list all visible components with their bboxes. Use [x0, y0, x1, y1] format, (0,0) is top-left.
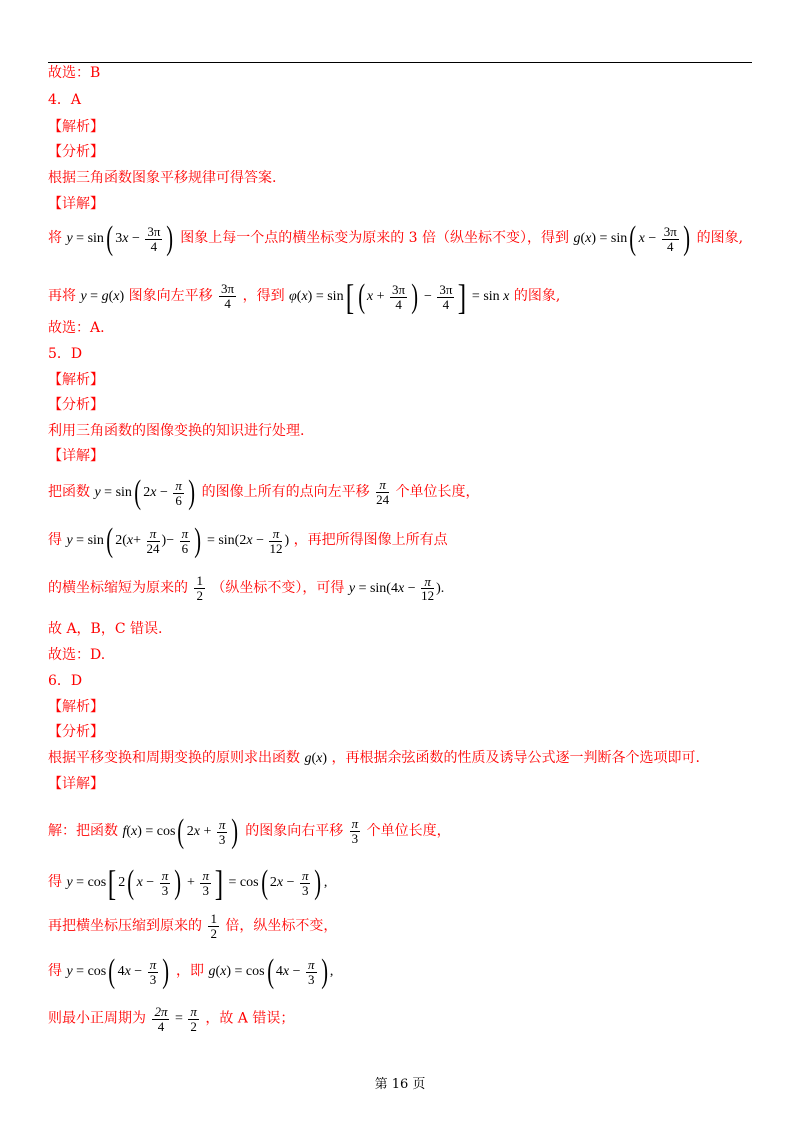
analysis-text: 根据平移变换和周期变换的原则求出函数 g(x) ，再根据余弦函数的性质及诱导公式逐一判断各个选项即可.	[48, 750, 700, 766]
formula-y-sin: y = sin( 3x − $\frac{3\pi}{4}$ )	[66, 220, 174, 257]
detail-line-9: 得 y = cos( 4x − $\frac{\pi}{3}$ ) ，即 g(x) = cos( 4x − $\frac{\pi}{3}$ ) ,	[48, 953, 334, 990]
answer-line-5: 故选：D.	[48, 647, 106, 663]
detail-line-6: 解：把函数 f(x) = cos( 2x + $\frac{\pi}{3}$ ) 的图象向右平移 $\frac{\pi}{3}$ 个单位长度，	[48, 813, 451, 850]
formula-phi: φ(x) = sin[ ( x + $\frac{3\pi}{4}$ ) − $\frac{3\pi}{4}$ ] = sin x	[289, 277, 510, 317]
detail-line-2: 再将 y = g(x) 图象向左平移 $\frac{3\pi}{4}$ ，得到 φ(x) = sin[ ( x + $\frac{3\pi}{4}$ ) − $\frac{3\pi}{4}$ ] = sin x 的图象,	[48, 277, 561, 317]
section-jiexi: 【解析】	[48, 699, 104, 715]
page-number: 第 16 页	[374, 1077, 426, 1092]
detail-line-1: 将 y = sin( 3x − $\frac{3\pi}{4}$ ) 图象上每一个点的横坐标变为原来的 3 倍（纵坐标不变），得到 g(x) = sin( x − $\frac{3\pi}{4}$ ) 的图象,	[48, 220, 744, 257]
header-rule	[48, 62, 752, 63]
section-fenxi: 【分析】	[48, 724, 104, 740]
detail-line-8: 再把横坐标压缩到原来的 $\frac{1}{2}$ 倍，纵坐标不变，	[48, 911, 338, 941]
formula-g: g(x) = sin( x − $\frac{3\pi}{4}$ )	[573, 220, 690, 257]
analysis-text: 根据三角函数图象平移规律可得答案.	[48, 170, 277, 186]
detail-line-10: 则最小正周期为 $\frac{2\pi}{4}$ = $\frac{\pi}{2}$ ，故 A 错误；	[48, 1004, 295, 1034]
question-4-answer: 4．A	[48, 92, 82, 108]
detail-line-4: 得 y = sin( 2(x+ $\frac{\pi}{24}$ )− $\frac{\pi}{6}$ ) = sin(2x − $\frac{\pi}{12}$ ) ，再把所得图像上所有点	[48, 522, 448, 559]
section-xiangjie: 【详解】	[48, 196, 104, 212]
detail-line-7: 得 y = cos[ 2( x − $\frac{\pi}{3}$ ) + $\frac{\pi}{3}$ ] = cos( 2x − $\frac{\pi}{3}$ ) ,	[48, 863, 328, 903]
section-xiangjie: 【详解】	[48, 776, 104, 792]
section-xiangjie: 【详解】	[48, 448, 104, 464]
section-jiexi: 【解析】	[48, 119, 104, 135]
section-fenxi: 【分析】	[48, 144, 104, 160]
question-6-answer: 6．D	[48, 673, 83, 689]
detail-line-3: 把函数 y = sin( 2x − $\frac{\pi}{6}$ ) 的图像上所有的点向左平移 $\frac{\pi}{24}$ 个单位长度，	[48, 474, 480, 511]
conclusion-text: 故 A，B，C 错误.	[48, 621, 163, 637]
question-5-answer: 5．D	[48, 346, 83, 362]
section-jiexi: 【解析】	[48, 372, 104, 388]
answer-line-4: 故选：A.	[48, 320, 105, 336]
analysis-text: 利用三角函数的图像变换的知识进行处理.	[48, 423, 305, 439]
section-fenxi: 【分析】	[48, 397, 104, 413]
answer-line-3: 故选：B	[48, 65, 101, 81]
detail-line-5: 的横坐标缩短为原来的 $\frac{1}{2}$ （纵坐标不变），可得 y = sin(4x − $\frac{\pi}{12}$ ).	[48, 573, 445, 604]
